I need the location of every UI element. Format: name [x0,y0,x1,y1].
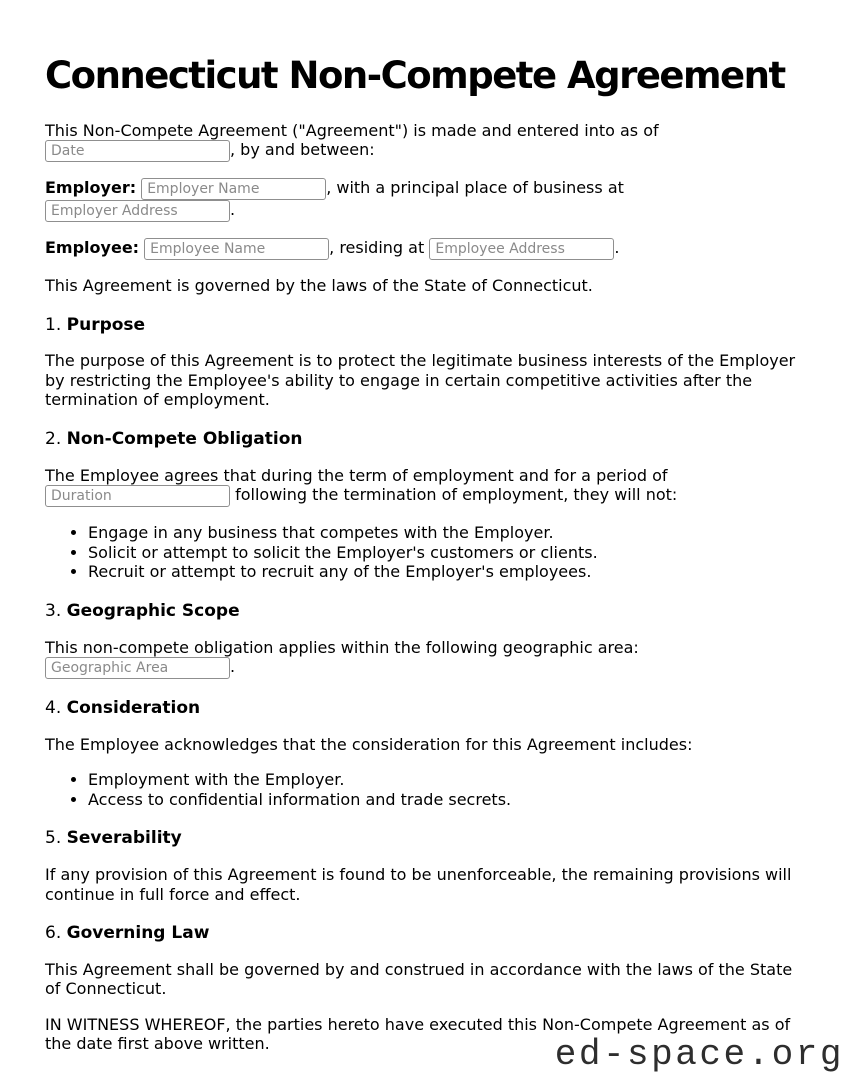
list-item: • Recruit or attempt to recruit any of the Employer's employees. [88,562,807,582]
section-severability-number: 5. [45,828,62,849]
obligation-text-before-duration: The Employee agrees that during the term of employment and for a period of [45,465,668,485]
list-item: • Employment with the Employer. [88,770,807,790]
section-obligation-number: 2. [45,429,62,449]
employer-text-after-address: . [230,200,236,220]
obligation-text-after-duration: following the termination of employment, they will not: [235,485,678,505]
employer-name-input[interactable] [141,178,326,200]
employee-text-after-address: . [614,238,620,258]
list-item: • Solicit or attempt to solicit the Employer's customers or clients. [88,543,807,563]
date-input[interactable] [45,140,230,162]
geographic-text-after-area: . [230,657,236,677]
section-obligation-heading [45,429,807,450]
section-purpose-number: 1. [45,314,62,335]
consideration-list [45,770,807,809]
employee-paragraph [45,238,807,260]
closing-paragraph: IN WITNESS WHEREOF, the parties hereto have executed this Non-Compete Agreement as of the date first above written. [45,1014,791,1054]
section-geographic-heading [45,601,807,622]
section-severability-body: If any provision of this Agreement is found to be unenforceable, the remaining provisions will continue in full force and effect. [45,865,792,904]
watermark: ed-space.org [554,1034,844,1076]
employer-text-after-name: , with a principal place of business at [326,178,624,198]
employee-text-after-name: , residing at [329,238,425,258]
governing-statement: This Agreement is governed by the laws of the State of Connecticut. [45,276,593,296]
employer-label: Employer: [45,178,137,198]
employee-name-input[interactable] [144,238,329,260]
section-purpose-heading [45,315,807,336]
employer-paragraph [45,178,807,222]
geographic-area-input[interactable] [45,657,230,679]
employee-address-input[interactable] [429,238,614,260]
section-geographic-title: Geographic Scope [66,600,240,621]
duration-input[interactable] [45,485,230,507]
section-consideration-number: 4. [45,698,62,719]
intro-text-after-date: , by and between: [230,140,375,160]
employer-address-input[interactable] [45,200,230,222]
section-purpose-title: Purpose [66,314,146,335]
section-obligation-title: Non-Compete Obligation [66,429,303,449]
section-purpose-body: The purpose of this Agreement is to protect the legitimate business interests of the Employer by restricting the Employee's ability to engage in certain competitive activities after the termination of employment. [45,351,796,410]
section-governing-law-heading [45,923,807,944]
section-governing-law-title: Governing Law [66,923,210,944]
section-severability-heading [45,828,807,849]
document-page [45,56,807,1054]
section-geographic-number: 3. [45,600,62,621]
obligation-list [45,523,807,582]
section-obligation-body [45,466,807,508]
section-consideration-title: Consideration [66,698,201,719]
section-consideration-body: The Employee acknowledges that the consideration for this Agreement includes: [45,734,693,754]
section-consideration-heading [45,698,807,719]
section-governing-law-body: This Agreement shall be governed by and construed in accordance with the laws of the State of Connecticut. [45,959,793,999]
section-severability-title: Severability [66,828,182,849]
page-title: Connecticut Non-Compete Agreement [45,54,785,97]
section-geographic-body [45,638,807,680]
section-governing-law-number: 6. [45,923,62,944]
employee-label: Employee: [45,238,140,258]
geographic-text-before-area: This non-compete obligation applies within the following geographic area: [45,637,639,657]
list-item: • Access to confidential information and trade secrets. [88,790,807,810]
list-item: • Engage in any business that competes with the Employer. [88,523,807,543]
intro-paragraph [45,121,807,163]
intro-text-before-date: This Non-Compete Agreement ("Agreement") is made and entered into as of [45,120,659,140]
